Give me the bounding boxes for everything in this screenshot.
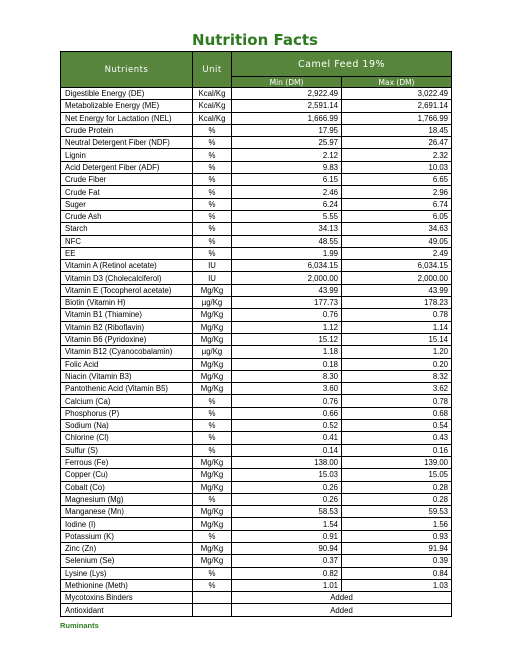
nutrient-unit: % — [193, 174, 232, 186]
nutrient-unit: Mg/Kg — [193, 481, 232, 493]
max-value: 3,022.49 — [342, 88, 452, 100]
nutrient-unit: Mg/Kg — [193, 309, 232, 321]
nutrient-name: NFC — [61, 235, 193, 247]
nutrient-name: Calcium (Ca) — [61, 395, 193, 407]
table-row — [61, 407, 452, 419]
nutrient-name: Chlorine (Cl) — [61, 432, 193, 444]
nutrient-name: Methionine (Meth) — [61, 579, 193, 591]
min-value: 6,034.15 — [232, 260, 342, 272]
nutrient-unit: Mg/Kg — [193, 333, 232, 345]
nutrient-unit: % — [193, 567, 232, 579]
table-row — [61, 346, 452, 358]
min-value: 0.82 — [232, 567, 342, 579]
nutrient-unit: Kcal/Kg — [193, 112, 232, 124]
max-value: 0.20 — [342, 358, 452, 370]
nutrition-table-body — [61, 88, 452, 617]
nutrient-name: Vitamin B6 (Pyridoxine) — [61, 333, 193, 345]
min-value: 15.03 — [232, 469, 342, 481]
page-title: Nutrition Facts — [192, 31, 318, 49]
nutrient-unit: % — [193, 124, 232, 136]
min-value: 8.30 — [232, 370, 342, 382]
nutrient-unit: % — [193, 444, 232, 456]
unit-header: Unit — [193, 52, 232, 88]
max-value: 6,034.15 — [342, 260, 452, 272]
nutrient-unit: % — [193, 247, 232, 259]
max-value: 91.94 — [342, 542, 452, 554]
table-row — [61, 456, 452, 468]
nutrient-unit: Kcal/Kg — [193, 88, 232, 100]
min-value: 1.12 — [232, 321, 342, 333]
table-row — [61, 444, 452, 456]
min-value: 177.73 — [232, 297, 342, 309]
nutrient-unit: Mg/Kg — [193, 284, 232, 296]
nutrient-unit: % — [193, 420, 232, 432]
nutrient-name: Potassium (K) — [61, 530, 193, 542]
table-row — [61, 88, 452, 100]
min-value: 138.00 — [232, 456, 342, 468]
nutrient-unit: % — [193, 161, 232, 173]
nutrient-name: Pantothenic Acid (Vitamin B5) — [61, 383, 193, 395]
max-dm-header: Max (DM) — [342, 77, 452, 88]
max-value: 15.05 — [342, 469, 452, 481]
max-value: 26.47 — [342, 137, 452, 149]
table-row — [61, 100, 452, 112]
nutrient-name: Manganese (Mn) — [61, 506, 193, 518]
nutrient-name: Metabolizable Energy (ME) — [61, 100, 193, 112]
table-row — [61, 333, 452, 345]
max-value: 0.43 — [342, 432, 452, 444]
nutrient-name: Acid Detergent Fiber (ADF) — [61, 161, 193, 173]
nutrient-name: Iodine (I) — [61, 518, 193, 530]
min-value: 1.18 — [232, 346, 342, 358]
min-value: 6.24 — [232, 198, 342, 210]
min-value: 1.99 — [232, 247, 342, 259]
nutrient-unit: % — [193, 530, 232, 542]
min-value: 0.14 — [232, 444, 342, 456]
table-row — [61, 395, 452, 407]
nutrient-unit: % — [193, 432, 232, 444]
table-row — [61, 481, 452, 493]
max-value: 178.23 — [342, 297, 452, 309]
table-row — [61, 149, 452, 161]
table-row — [61, 579, 452, 591]
nutrient-unit: % — [193, 137, 232, 149]
min-value: 43.99 — [232, 284, 342, 296]
min-value: 0.76 — [232, 309, 342, 321]
table-row — [61, 112, 452, 124]
min-value: 90.94 — [232, 542, 342, 554]
max-value: 1.56 — [342, 518, 452, 530]
nutrient-name: Digestible Energy (DE) — [61, 88, 193, 100]
max-value: 0.78 — [342, 395, 452, 407]
nutrient-name: Crude Protein — [61, 124, 193, 136]
min-value: 0.41 — [232, 432, 342, 444]
nutrient-unit: µg/Kg — [193, 297, 232, 309]
footer-category: Ruminants — [60, 621, 99, 630]
nutrient-name: Crude Fiber — [61, 174, 193, 186]
nutrient-name: Lignin — [61, 149, 193, 161]
nutrient-name: Phosphorus (P) — [61, 407, 193, 419]
nutrient-name: Selenium (Se) — [61, 555, 193, 567]
max-value: 59.53 — [342, 506, 452, 518]
nutrition-table — [60, 51, 452, 617]
max-value: 0.54 — [342, 420, 452, 432]
min-value: 0.26 — [232, 481, 342, 493]
max-value: 0.16 — [342, 444, 452, 456]
nutrient-name: Antioxidant — [61, 604, 193, 616]
nutrient-name: Sulfur (S) — [61, 444, 193, 456]
min-value: 0.18 — [232, 358, 342, 370]
table-row — [61, 284, 452, 296]
min-value: 0.52 — [232, 420, 342, 432]
nutrient-unit — [193, 592, 232, 604]
min-value: 2.46 — [232, 186, 342, 198]
nutrient-name: Vitamin E (Tocopherol acetate) — [61, 284, 193, 296]
max-value: 6.74 — [342, 198, 452, 210]
nutrient-name: Suger — [61, 198, 193, 210]
table-row — [61, 567, 452, 579]
table-row — [61, 383, 452, 395]
table-row — [61, 137, 452, 149]
table-row — [61, 604, 452, 616]
min-value: 48.55 — [232, 235, 342, 247]
nutrient-name: Folic Acid — [61, 358, 193, 370]
max-value: 2,000.00 — [342, 272, 452, 284]
nutrient-name: Mycotoxins Binders — [61, 592, 193, 604]
nutrient-unit: Mg/Kg — [193, 542, 232, 554]
max-value: 2,691.14 — [342, 100, 452, 112]
table-row — [61, 272, 452, 284]
table-row — [61, 358, 452, 370]
max-value: 0.28 — [342, 493, 452, 505]
max-value: 0.68 — [342, 407, 452, 419]
min-value: 0.37 — [232, 555, 342, 567]
nutrient-unit: IU — [193, 272, 232, 284]
nutrient-unit: % — [193, 149, 232, 161]
max-value: 0.93 — [342, 530, 452, 542]
max-value: 1,766.99 — [342, 112, 452, 124]
max-value: 3.62 — [342, 383, 452, 395]
nutrient-unit: % — [193, 198, 232, 210]
nutrient-unit: % — [193, 579, 232, 591]
table-row — [61, 260, 452, 272]
table-row — [61, 469, 452, 481]
max-value: 0.78 — [342, 309, 452, 321]
max-value: 1.20 — [342, 346, 452, 358]
table-row — [61, 542, 452, 554]
max-value: 139.00 — [342, 456, 452, 468]
nutrient-name: Ferrous (Fe) — [61, 456, 193, 468]
max-value: 49.05 — [342, 235, 452, 247]
nutrient-unit: IU — [193, 260, 232, 272]
nutrient-name: EE — [61, 247, 193, 259]
table-row — [61, 530, 452, 542]
nutrient-name: Vitamin B2 (Riboflavin) — [61, 321, 193, 333]
max-value: 34.63 — [342, 223, 452, 235]
nutrient-name: Biotin (Vitamin H) — [61, 297, 193, 309]
nutrient-name: Lysine (Lys) — [61, 567, 193, 579]
nutrient-name: Crude Fat — [61, 186, 193, 198]
table-row — [61, 493, 452, 505]
min-value: 2.12 — [232, 149, 342, 161]
added-value: Added — [232, 592, 452, 604]
nutrient-name: Niacin (Vitamin B3) — [61, 370, 193, 382]
nutrient-unit: Mg/Kg — [193, 456, 232, 468]
nutrient-unit: % — [193, 407, 232, 419]
nutrient-unit: % — [193, 210, 232, 222]
table-row — [61, 124, 452, 136]
table-row — [61, 592, 452, 604]
min-value: 0.91 — [232, 530, 342, 542]
min-value: 0.66 — [232, 407, 342, 419]
nutrient-unit: % — [193, 223, 232, 235]
nutrient-unit: Kcal/Kg — [193, 100, 232, 112]
nutrient-name: Net Energy for Lactation (NEL) — [61, 112, 193, 124]
table-row — [61, 235, 452, 247]
table-row — [61, 247, 452, 259]
max-value: 18.45 — [342, 124, 452, 136]
nutrient-unit: Mg/Kg — [193, 555, 232, 567]
max-value: 10.03 — [342, 161, 452, 173]
nutrient-unit: % — [193, 493, 232, 505]
min-value: 1.54 — [232, 518, 342, 530]
min-value: 0.76 — [232, 395, 342, 407]
nutrient-name: Vitamin B12 (Cyanocobalamin) — [61, 346, 193, 358]
table-row — [61, 506, 452, 518]
max-value: 1.14 — [342, 321, 452, 333]
nutrient-unit — [193, 604, 232, 616]
table-row — [61, 210, 452, 222]
max-value: 43.99 — [342, 284, 452, 296]
table-row — [61, 174, 452, 186]
min-value: 34.13 — [232, 223, 342, 235]
nutrient-name: Zinc (Zn) — [61, 542, 193, 554]
nutrient-name: Starch — [61, 223, 193, 235]
nutrient-unit: Mg/Kg — [193, 321, 232, 333]
table-row — [61, 297, 452, 309]
nutrient-unit: Mg/Kg — [193, 506, 232, 518]
max-value: 2.96 — [342, 186, 452, 198]
table-row — [61, 198, 452, 210]
min-dm-header: Min (DM) — [232, 77, 342, 88]
min-value: 5.55 — [232, 210, 342, 222]
min-value: 25.97 — [232, 137, 342, 149]
min-value: 58.53 — [232, 506, 342, 518]
table-row — [61, 518, 452, 530]
table-row — [61, 186, 452, 198]
nutrient-name: Vitamin A (Retinol acetate) — [61, 260, 193, 272]
nutrient-unit: Mg/Kg — [193, 518, 232, 530]
min-value: 9.83 — [232, 161, 342, 173]
nutrient-name: Vitamin D3 (Cholecalciferol) — [61, 272, 193, 284]
nutrient-unit: % — [193, 186, 232, 198]
table-row — [61, 555, 452, 567]
nutrient-unit: Mg/Kg — [193, 358, 232, 370]
min-value: 3.60 — [232, 383, 342, 395]
max-value: 2.49 — [342, 247, 452, 259]
nutrient-name: Copper (Cu) — [61, 469, 193, 481]
min-value: 2,591.14 — [232, 100, 342, 112]
min-value: 2,922.49 — [232, 88, 342, 100]
min-value: 1,666.99 — [232, 112, 342, 124]
nutrient-name: Sodium (Na) — [61, 420, 193, 432]
max-value: 6.05 — [342, 210, 452, 222]
nutrient-name: Magnesium (Mg) — [61, 493, 193, 505]
max-value: 15.14 — [342, 333, 452, 345]
nutrient-unit: Mg/Kg — [193, 469, 232, 481]
min-value: 6.15 — [232, 174, 342, 186]
table-row — [61, 370, 452, 382]
min-value: 0.26 — [232, 493, 342, 505]
product-header: Camel Feed 19% — [232, 52, 452, 77]
nutrient-name: Vitamin B1 (Thiamine) — [61, 309, 193, 321]
nutrient-unit: % — [193, 235, 232, 247]
max-value: 0.84 — [342, 567, 452, 579]
table-row — [61, 161, 452, 173]
max-value: 0.39 — [342, 555, 452, 567]
nutrient-unit: µg/Kg — [193, 346, 232, 358]
max-value: 8.32 — [342, 370, 452, 382]
table-row — [61, 223, 452, 235]
nutrient-name: Neutral Detergent Fiber (NDF) — [61, 137, 193, 149]
table-row — [61, 432, 452, 444]
table-row — [61, 420, 452, 432]
table-row — [61, 309, 452, 321]
nutrient-name: Crude Ash — [61, 210, 193, 222]
max-value: 0.28 — [342, 481, 452, 493]
max-value: 2.32 — [342, 149, 452, 161]
nutrient-unit: Mg/Kg — [193, 383, 232, 395]
table-row — [61, 321, 452, 333]
nutrients-header: Nutrients — [61, 52, 193, 88]
nutrient-unit: % — [193, 395, 232, 407]
min-value: 2,000.00 — [232, 272, 342, 284]
added-value: Added — [232, 604, 452, 616]
nutrient-unit: Mg/Kg — [193, 370, 232, 382]
max-value: 6.65 — [342, 174, 452, 186]
nutrient-name: Cobalt (Co) — [61, 481, 193, 493]
min-value: 17.95 — [232, 124, 342, 136]
min-value: 1.01 — [232, 579, 342, 591]
max-value: 1.03 — [342, 579, 452, 591]
min-value: 15.12 — [232, 333, 342, 345]
